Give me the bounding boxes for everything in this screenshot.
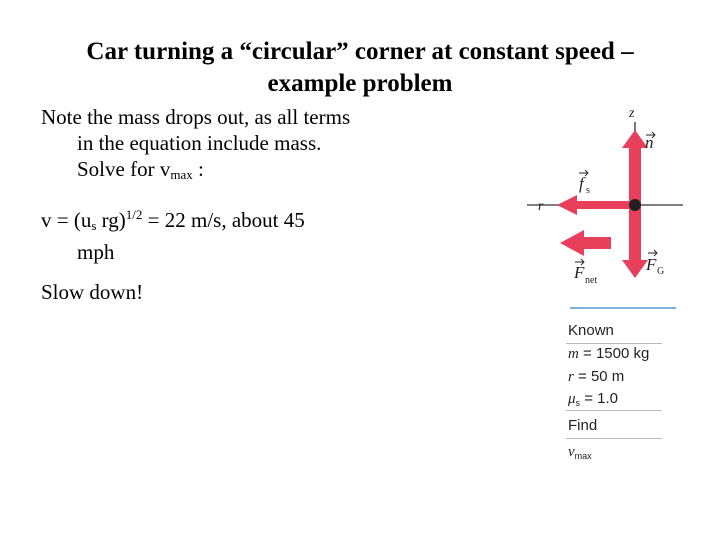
net-force-symbol: F xyxy=(574,263,585,282)
note-line-3-suffix: : xyxy=(192,157,204,181)
slow-down-text: Slow down! xyxy=(41,280,144,304)
equation-prefix: v = (u xyxy=(41,208,92,232)
slide-title xyxy=(30,36,690,100)
r-axis-label: r xyxy=(538,199,544,214)
known-radius-row xyxy=(568,368,624,386)
mu-value: = 1.0 xyxy=(580,390,618,407)
known-friction-coefficient-row xyxy=(568,390,618,408)
equation-subscript: s xyxy=(91,218,97,233)
note-line-3-subscript: max xyxy=(170,167,193,182)
body-text xyxy=(41,104,421,305)
note-paragraph xyxy=(41,104,421,188)
radius-variable: r xyxy=(568,369,574,385)
title-line-1: Car turning a “circular” corner at constant speed – xyxy=(86,38,634,65)
find-subscript: max xyxy=(574,451,592,461)
normal-force-label xyxy=(645,132,655,152)
known-heading-rule xyxy=(566,343,662,344)
find-variable: v xyxy=(568,444,575,460)
equation-line-2: mph xyxy=(77,240,115,264)
find-heading: Find xyxy=(568,417,598,434)
gravity-force-subscript: G xyxy=(657,266,665,277)
free-body-diagram xyxy=(505,100,690,290)
mass-variable: m xyxy=(568,346,579,362)
net-force-label xyxy=(573,259,597,286)
find-vmax-row xyxy=(568,443,592,461)
gravity-force-label xyxy=(645,250,664,277)
mu-variable: μ xyxy=(568,391,576,407)
friction-force-arrow xyxy=(557,195,635,215)
friction-force-symbol: f xyxy=(579,174,584,193)
car-point xyxy=(629,199,641,211)
net-force-arrow xyxy=(560,230,611,256)
gravity-force-symbol: F xyxy=(646,255,657,274)
known-section-rule xyxy=(566,410,662,411)
known-box-top-line xyxy=(570,307,676,309)
find-heading-rule xyxy=(566,438,662,439)
warning-paragraph xyxy=(41,279,421,305)
note-line-2: in the equation include mass. xyxy=(77,131,322,155)
net-force-subscript: net xyxy=(585,275,598,286)
mu-subscript: s xyxy=(575,398,581,408)
normal-force-symbol: n xyxy=(645,133,654,152)
equation-result: = 22 m/s, about 45 xyxy=(142,208,305,232)
equation-middle: rg) xyxy=(96,208,126,232)
title-line-2: example problem xyxy=(267,70,453,97)
known-mass-row xyxy=(568,345,649,363)
equation-paragraph xyxy=(41,202,421,265)
z-axis-label: z xyxy=(629,106,635,121)
equation-exponent: 1/2 xyxy=(125,207,143,222)
known-heading: Known xyxy=(568,322,614,339)
mass-value: = 1500 kg xyxy=(578,345,650,362)
friction-force-subscript: s xyxy=(586,185,590,196)
note-line-1: Note the mass drops out, as all terms xyxy=(41,105,351,129)
radius-value: = 50 m xyxy=(573,368,625,385)
note-line-3-prefix: Solve for v xyxy=(77,157,171,181)
friction-force-label xyxy=(579,170,590,196)
gravity-force-arrow xyxy=(622,205,648,278)
